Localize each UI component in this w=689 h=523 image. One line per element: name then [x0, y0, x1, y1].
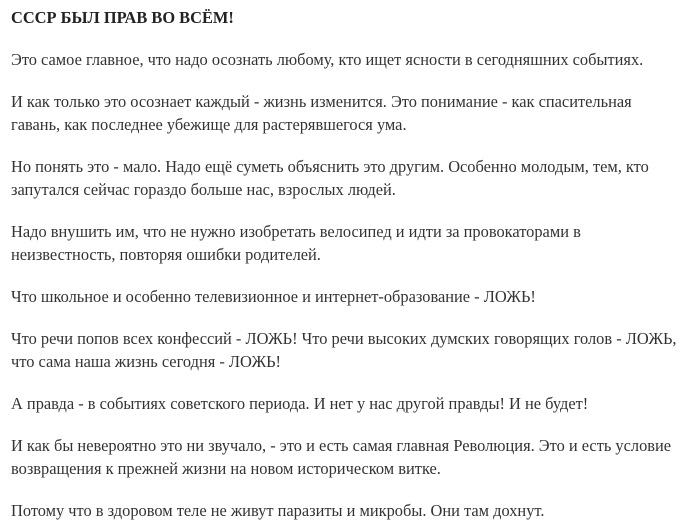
article-paragraph: Потому что в здоровом теле не живут паразиты и микробы. Они там дохнут.: [11, 501, 545, 520]
article-paragraph: Но понять это - мало. Надо ещё суметь объяснить это другим. Особенно молодым, тем, кто запутался сейчас гораздо больше нас, взрослых людей.: [11, 157, 649, 199]
article-paragraph: А правда - в событиях советского периода. И нет у нас другой правды! И не будет!: [11, 394, 589, 413]
article: [11, 6, 681, 522]
article-paragraph: Что речи попов всех конфессий - ЛОЖЬ! Что речи высоких думских говорящих голов - ЛОЖЬ, что сама наша жизнь сегодня - ЛОЖЬ!: [11, 329, 677, 371]
article-paragraph: Что школьное и особенно телевизионное и интернет-образование - ЛОЖЬ!: [11, 287, 536, 306]
article-paragraph: И как только это осознает каждый - жизнь изменится. Это понимание - как спасительная гавань, как последнее убежище для растерявшегося ума.: [11, 92, 632, 134]
article-paragraph: Надо внушить им, что не нужно изобретать велосипед и идти за провокаторами в неизвестность, повторяя ошибки родителей.: [11, 222, 581, 264]
article-paragraph: И как бы невероятно это ни звучало, - это и есть самая главная Революция. Это и есть условие возвращения к прежней жизни на новом историческом витке.: [11, 436, 672, 478]
article-title: СССР БЫЛ ПРАВ ВО ВСЁМ!: [11, 8, 234, 27]
article-paragraph: Это самое главное, что надо осознать любому, кто ищет ясности в сегодняшних событиях.: [11, 50, 644, 69]
